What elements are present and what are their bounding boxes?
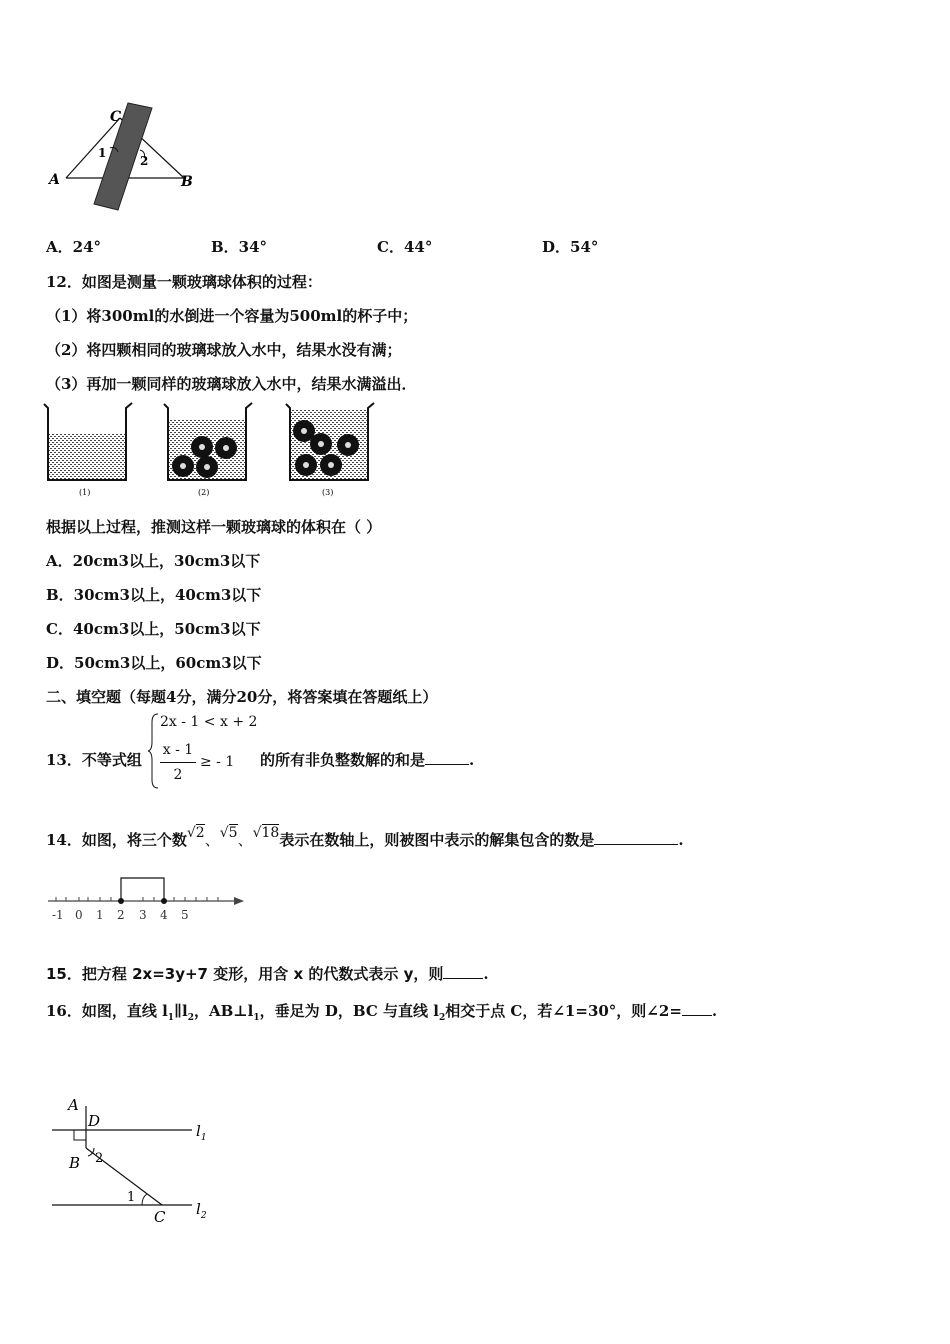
beaker-2 [164,403,252,480]
q16-angle-1: 1 [127,1190,136,1205]
q13-answer-blank[interactable] [425,750,469,765]
q11-angle-1: 1 [98,146,107,160]
q15-text: 15．把方程 2x=3y+7 变形，用含 x 的代数式表示 y，则 [46,965,444,983]
q16-sub-2b: 2 [438,1013,446,1023]
axis-label-2: 2 [117,908,125,922]
q12-step3: （3）再加一颗同样的玻璃球放入水中，结果水满溢出． [46,375,417,393]
q16-sub-1a: 1 [167,1013,175,1023]
q15-answer-blank[interactable] [443,964,483,979]
q16-angle-2: 2 [95,1151,104,1166]
q14-number-line [44,870,254,925]
q14-sep2: 、 [237,831,253,849]
q14-prefix: 14．如图，将三个数 [46,831,187,849]
q11-angle-2: 2 [140,154,149,168]
q13-numerator: x - 1 [162,742,194,758]
q13-fraction-bar [160,762,196,763]
beaker-3 [286,403,374,480]
q16-sub-1b: 1 [253,1013,260,1023]
q16-label-D: D [88,1112,101,1130]
q16-text-4: ，垂足为 D，BC 与直线 l [259,1002,439,1020]
q12-step2: （2）将四颗相同的玻璃球放入水中，结果水没有满； [46,341,402,359]
q16-label-B: B [69,1154,81,1172]
q11-option-a: A．24° [46,238,102,256]
section2-heading: 二、填空题（每题4分，满分20分，将答案填在答题纸上） [46,688,438,706]
q12-option-a: A．20cm3以上，30cm3以下 [46,552,261,570]
q16-text-3: ，AB⊥l [193,1002,254,1020]
q16-figure [44,1090,224,1230]
q16-sub-2a: 2 [187,1013,194,1023]
q16-label-C: C [154,1208,166,1226]
axis-label-neg1: -1 [52,908,64,922]
q16-text-2: ∥l [174,1002,188,1020]
axis-label-4: 4 [160,908,168,922]
q11-option-d: D．54° [542,238,599,256]
q12-beakers-figure [42,400,382,500]
q16-label-l2: $l_2$ [196,1200,207,1221]
q15-end: . [483,965,489,983]
q16-label-A: A [68,1096,79,1114]
q16-text-1: 16．如图，直线 l [46,1002,168,1020]
q13-suffix: 的所有非负整数解的和是 [260,751,426,769]
q13-suffix-line [260,749,474,770]
q16-end: . [711,1002,718,1020]
q11-figure [44,100,204,215]
q12-option-d: D．50cm3以上，60cm3以下 [46,654,262,672]
q13-brace [148,712,160,790]
axis-label-1: 1 [96,908,104,922]
q11-label-A: A [49,172,60,188]
q14-sqrt18: √18 [252,825,280,841]
q11-option-c: C．44° [377,238,433,256]
axis-label-0: 0 [75,908,83,922]
beaker-caption-2: (2) [198,488,210,497]
q11-option-b: B．34° [211,238,268,256]
axis-label-5: 5 [181,908,189,922]
q14-answer-blank[interactable] [594,830,678,845]
q12-option-c: C．40cm3以上，50cm3以下 [46,620,261,638]
q15-line [46,963,489,984]
q12-step1: （1）将300ml的水倒进一个容量为500ml的杯子中； [46,307,418,325]
q12-question: 根据以上过程，推测这样一颗玻璃球的体积在（ ） [46,518,382,536]
q12-stem: 12．如图是测量一颗玻璃球体积的过程： [46,273,322,291]
beaker-caption-1: (1) [79,488,91,497]
q13-prefix: 13．不等式组 [46,751,142,769]
q14-suffix: 表示在数轴上，则被图中表示的解集包含的数是 [279,831,595,849]
q11-label-B: B [181,174,193,190]
q13-end: . [469,751,475,769]
q16-text-5: 相交于点 C，若∠1=30°，则∠2= [445,1002,682,1020]
q16-line [46,1000,717,1023]
q14-line [46,822,684,859]
axis-label-3: 3 [139,908,147,922]
q13-relation: ≥ - 1 [200,754,235,770]
q12-option-b: B．30cm3以上，40cm3以下 [46,586,262,604]
q13-inequality-1: 2x - 1 < x + 2 [160,714,258,730]
q16-label-l1: $l_1$ [196,1122,207,1143]
q14-end: . [678,831,684,849]
q11-label-C: C [110,109,122,125]
q14-sqrt2: √2 [186,825,205,841]
q16-answer-blank[interactable] [682,1001,712,1016]
beaker-caption-3: (3) [322,488,334,497]
q14-sqrt5: √5 [219,825,238,841]
q14-sep1: 、 [204,831,220,849]
q13-denominator: 2 [173,767,183,783]
beaker-1 [44,403,132,480]
